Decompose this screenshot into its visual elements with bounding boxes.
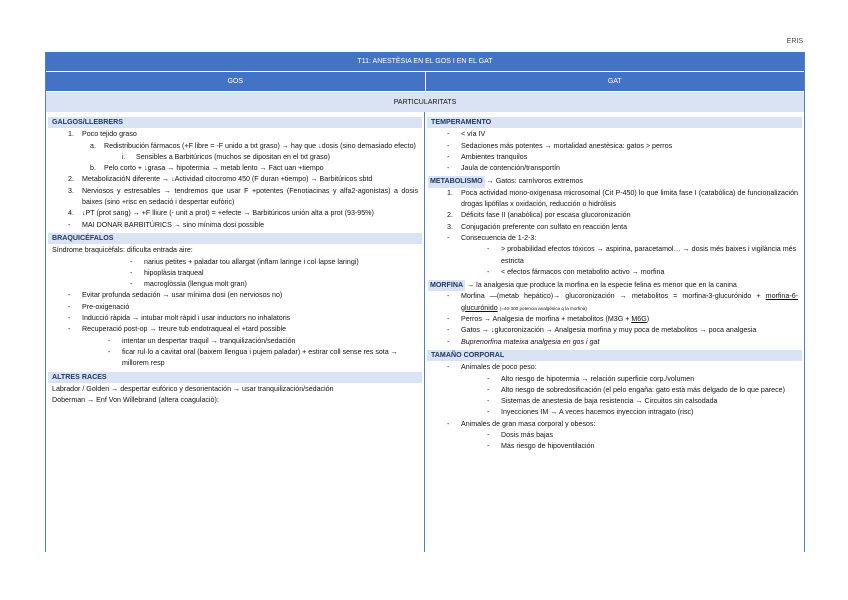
list-item: - Jaula de contención/transportín [447, 164, 560, 173]
list-item: - Evitar profunda sedación → usar mínima dosi (en nerviosos no) [68, 291, 283, 300]
list-item: 3. Nerviosos y estresables → tendremos que usar F +potentes (Fenotiacinas y alfa2-agonistas) a dosis baixes (sino +risc en sedació i despertar eufòric) [68, 186, 418, 207]
list-item: - > probabilidad efectos tóxicos → aspirina, paracetamol… → dosis més baixes i vigilància més estricta [487, 245, 797, 265]
list-item: - < vía IV [447, 130, 486, 139]
heading-tamano-corporal: TAMAÑO CORPORAL [427, 350, 802, 361]
list-item: - Recuperació post-op → treure tub endotraqueal el +tard possible [68, 325, 287, 334]
list-item: - MAI DONAR BARBITÚRICS → sino mínima dosi possible [68, 220, 265, 229]
list-item: - Dosis más bajas [487, 431, 554, 440]
list-item: i. Sensibles a Barbitúricos (muchos se dipositan en el txt graso) [122, 152, 330, 161]
column-header-gos: GOS [46, 72, 426, 91]
column-headers [46, 72, 804, 92]
paragraph: Doberman → Enf Von Willebrand (altera coagulació): [52, 396, 219, 405]
list-item: - Inducció ràpida → intubar molt ràpid i usar inductors no inhalatoris [68, 314, 291, 323]
column-header-gat: GAT [426, 72, 805, 91]
heading-altres-races: ALTRES RACES [48, 372, 422, 383]
list-item: - Ambientes tranquilos [447, 152, 528, 161]
heading-metabolismo: METABOLISMO [428, 176, 485, 187]
list-item: - Sedaciones más potentes → mortalidad anestèsica: gatos > perros [447, 141, 673, 150]
list-item: - hipoplàsia traqueal [130, 268, 204, 277]
table-body [46, 112, 804, 552]
list-item: - Buprenorfina mateixa analgesia en gos i gat [447, 337, 600, 346]
list-item: - Alto riesgo de sobredosificación (el pelo engaña: gato està más delgado de lo que parece) [487, 385, 785, 394]
corner-label: ERIS [786, 38, 803, 45]
list-item: - Consecuencia de 1-2-3: [447, 233, 537, 242]
metabolismo-heading-line: METABOLISMO → Gatos: carnívoros extremos [431, 176, 798, 187]
heading-galgos: GALGOS/LLEBRERS [48, 117, 422, 128]
list-item: 2. Déficits fase II (anabòlica) por escasa glucoronización [447, 211, 631, 220]
list-item: 2. MetabolizacióN diferente → ↓Actividad citocromo 450 (F duran +tiempo) → Barbitúricos sbtd [68, 175, 373, 184]
list-item: 3. Conjugación preferente con sulfato en reacción lenta [447, 222, 628, 231]
list-item: - Pre-oxigenació [68, 302, 130, 311]
column-gos [46, 112, 425, 552]
paragraph: Labrador / Golden → despertar eufórico y desorientación → usar tranquilización/sedación [52, 384, 334, 393]
list-item: - Inyecciones IM → A veces hacemos inyeccion intragato (risc) [487, 408, 694, 417]
list-item: - Gatos → ↓glucoronización → Analgesia morfina y muy poca de metabolitos → poca analgesia [447, 326, 757, 335]
list-item: 1. Poca actividad mono-oxigenasa microsomal (Cit P-450) lo que limita fase I (catabòlica) de funcionalización drogas lipófilas x oxidación, reducción o hidrólisis [447, 188, 798, 209]
heading-braquicefalos: BRAQUICÉFALOS [48, 233, 422, 244]
list-item: - macroglòssia (llengua molt gran) [130, 280, 247, 289]
list-item: - Animales de poco peso: [447, 363, 537, 372]
list-item: - ficar rul·lo a cavitat oral (baixem llengua i pujem paladar) + estirar coll sense res sota → millorem resp [108, 347, 398, 368]
column-gat [425, 112, 804, 552]
list-item: - < efectos fármacos con metabolito activo → morfina [487, 267, 665, 276]
list-item: - narius petites + paladar tou allargat (inflam laringe i col·lapse laringi) [130, 257, 359, 266]
list-item: 4. ↓PT (prot sang) → +F lliure (- unit a prot) = +efecte → Barbitúricos unión alta a prot (93-95%) [68, 209, 374, 218]
list-item: - Más riesgo de hipoventilación [487, 442, 595, 451]
list-item: - Alto riesgo de hipotermia → relación superficie corp./volumen [487, 374, 695, 383]
section-header: PARTICULARITATS [46, 92, 804, 112]
list-item: a. Redistribución fármacos (+F libre = -F unido a txt graso) → hay que ↓dosis (sino demasiado efecto) [90, 141, 416, 150]
heading-morfina: MORFINA [428, 280, 465, 291]
morfina-heading-line: MORFINA → la analgesia que produce la morfina en la especie felina es menor que en la canina [431, 280, 798, 291]
list-item: 1. Poco tejido graso [68, 130, 137, 139]
page-title: T11: ANESTÈSIA EN EL GOS I EN EL GAT [46, 52, 804, 72]
paragraph: Síndrome braquicèfals: dificulta entrada aire: [52, 246, 193, 255]
list-item: - intentar un despertar traquil → tranquilización/sedación [108, 336, 296, 345]
list-item: b. Pelo corto + ↓grasa → hipotermia → metab lento → Fact uan +tiempo [90, 164, 324, 173]
heading-temperamento: TEMPERAMENTO [427, 117, 802, 128]
list-item: - Animales de gran masa corporal y obesos: [447, 419, 596, 428]
list-item: - Sistemas de anestesia de baja resistencia → Circuitos sin calsodada [487, 397, 718, 406]
list-item: - Perros → Analgesia de morfina + metabolitos (M3G + M6G) [447, 315, 650, 324]
document-table [45, 52, 805, 552]
list-item: - Morfina —(metab hepático)→ glucoronización → metabolitos = morfina-3-glucurónido + morfina-6-glucurónido (=40-300 potencia analgésica q la morfina) [447, 292, 798, 312]
